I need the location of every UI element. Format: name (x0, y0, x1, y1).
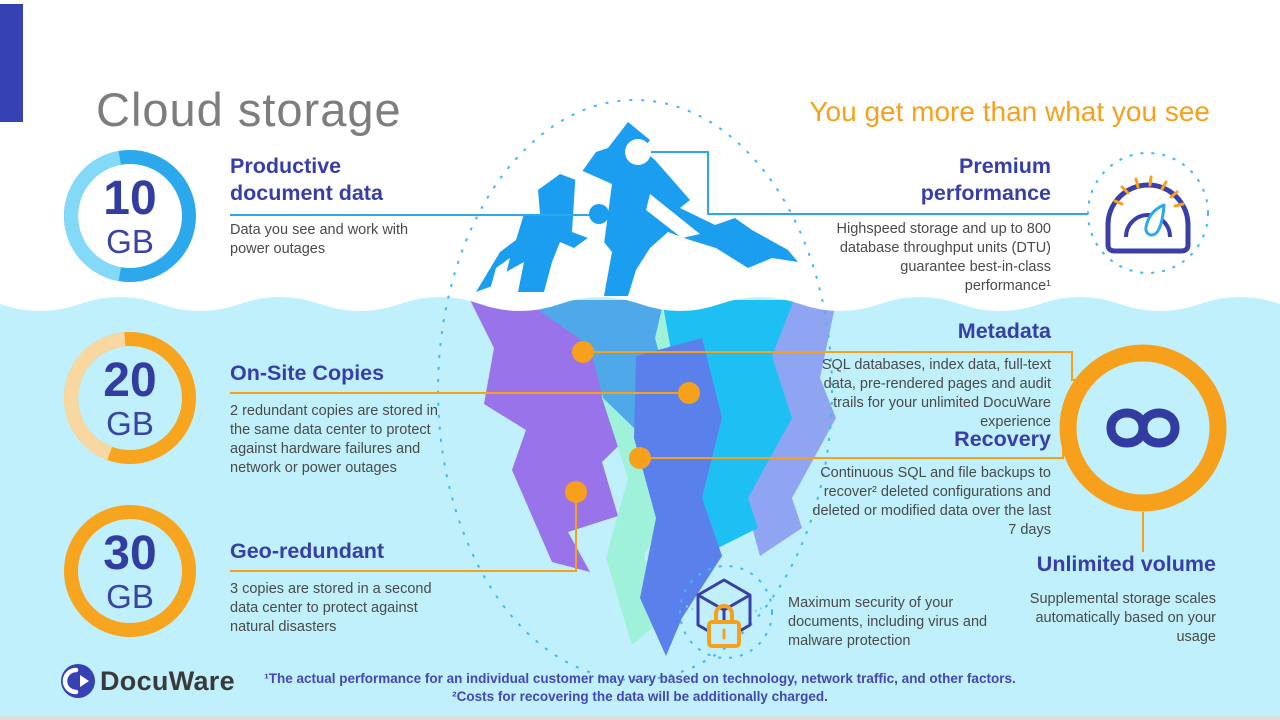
tier-amount: 30 (103, 526, 157, 580)
tier-unit: GB (106, 222, 154, 260)
recovery-dot (629, 447, 651, 469)
metadata-dot (572, 341, 594, 363)
tier-amount: 10 (103, 171, 157, 225)
body-unlimited: Supplemental storage scales automatically based on your usage (1029, 591, 1216, 645)
body-premium: Highspeed storage and up to 800 database throughput units (DTU) guarantee best-in-class performance¹ (836, 221, 1051, 294)
tier-amount: 20 (103, 353, 157, 407)
heading-onsite: On-Site Copies (230, 361, 385, 385)
peak-dot (625, 139, 651, 165)
tier-unit: GB (106, 577, 154, 615)
page-title: Cloud storage (96, 83, 402, 136)
heading-geo: Geo-redundant (230, 539, 385, 563)
footnote-1: ¹The actual performance for an individual customer may vary based on technology, network traffic, and other factors. (264, 671, 1016, 686)
body-metadata: SQL databases, index data, full-text data, pre-rendered pages and audit trails for your unlimited DocuWare experience (821, 357, 1051, 430)
heading-recovery: Recovery (954, 427, 1051, 451)
bottom-strip (0, 716, 1280, 720)
tagline: You get more than what you see (809, 96, 1210, 127)
body-security: Maximum security of your documents, including virus and malware protection (788, 595, 988, 649)
heading-productive: Productive document data (230, 154, 383, 205)
geo-dot (565, 481, 587, 503)
tier-unit: GB (106, 404, 154, 442)
footnote-2: ²Costs for recovering the data will be additionally charged. (452, 689, 828, 705)
accent-bar (0, 4, 23, 122)
body-onsite: 2 redundant copies are stored in the same data center to protect against hardware failures and network or power outages (230, 403, 438, 476)
body-recovery: Continuous SQL and file backups to recover² deleted configurations and deleted or modified data over the last 7 days (812, 465, 1051, 538)
body-productive: Data you see and work with power outages (230, 222, 409, 257)
footnotes (0, 670, 1280, 706)
tier-badge-10gb (64, 150, 196, 282)
productive-anchor-dot (589, 204, 609, 224)
onsite-dot (678, 382, 700, 404)
heading-unlimited: Unlimited volume (1036, 552, 1216, 576)
brand-name: DocuWare (100, 666, 235, 696)
body-geo: 3 copies are stored in a second data center to protect against natural disasters (230, 581, 432, 635)
tier-badge-20gb (64, 332, 196, 464)
tier-badge-30gb (64, 505, 196, 637)
heading-premium: Premium performance (920, 154, 1051, 205)
heading-metadata: Metadata (957, 319, 1051, 343)
